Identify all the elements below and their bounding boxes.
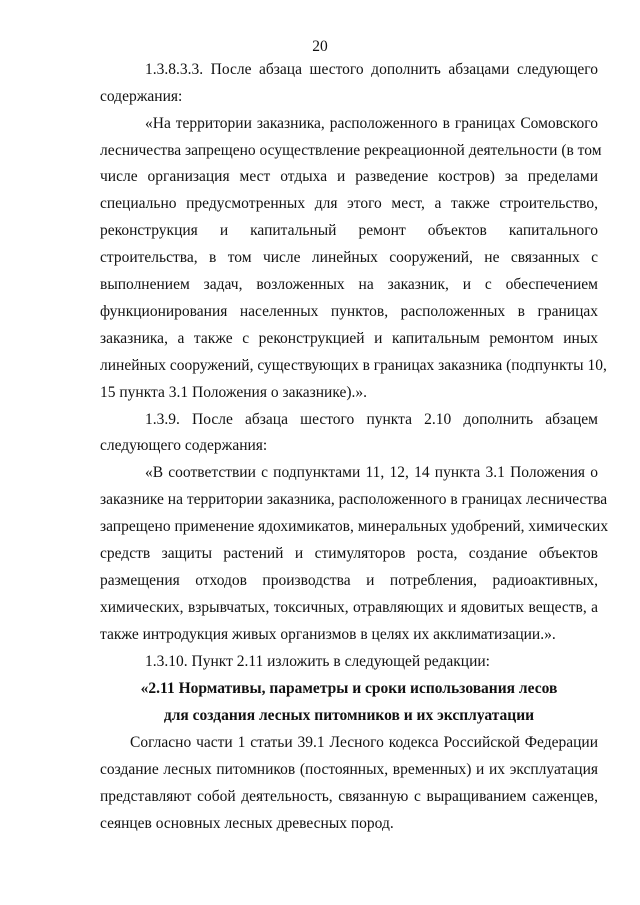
text-line: содержания: <box>100 88 183 105</box>
text-line: представляют собой деятельность, связанную с выращиванием саженцев, <box>100 788 598 805</box>
quote-line: специально предусмотренных для этого мест, а также строительство, <box>100 195 598 212</box>
text-line: 1.3.9. После абзаца шестого пункта 2.10 дополнить абзацем <box>145 411 598 428</box>
text-line: сеянцев основных лесных древесных пород. <box>100 815 394 832</box>
quote-line: также интродукция живых организмов в целях их акклиматизации.». <box>100 626 556 643</box>
quote-line: «На территории заказника, расположенного в границах Сомовского <box>145 115 598 132</box>
quote-line: выполнением задач, возложенных на заказник, и с обеспечением <box>100 276 598 293</box>
page-number: 20 <box>312 38 328 55</box>
quote-line: лесничества запрещено осуществление рекреационной деятельности (в том <box>100 142 602 159</box>
quote-line: реконструкция и капитальный ремонт объектов капитального <box>100 222 598 239</box>
quote-line: 15 пункта 3.1 Положения о заказнике).». <box>100 384 368 401</box>
section-heading-line: для создания лесных питомников и их эксплуатации <box>163 707 535 724</box>
quote-line: «В соответствии с подпунктами 11, 12, 14 пункта 3.1 Положения о <box>145 464 598 481</box>
text-line: 1.3.10. Пункт 2.11 изложить в следующей редакции: <box>145 653 490 670</box>
quote-line: размещения отходов производства и потребления, радиоактивных, <box>100 572 598 589</box>
quote-line: строительства, в том числе линейных сооружений, не связанных с <box>100 249 598 266</box>
text-line: создание лесных питомников (постоянных, временных) и их эксплуатация <box>100 761 598 778</box>
quote-line: заказнике на территории заказника, расположенного в границах лесничества <box>100 491 608 508</box>
quote-line: числе организация мест отдыха и разведение костров) за пределами <box>100 168 598 185</box>
section-heading-line: «2.11 Нормативы, параметры и сроки использования лесов <box>140 680 558 697</box>
quote-line: функционирования населенных пунктов, расположенных в границах <box>100 303 598 320</box>
quote-line: заказника, а также с реконструкцией и капитальным ремонтом иных <box>100 330 598 347</box>
text-line: 1.3.8.3.3. После абзаца шестого дополнить абзацами следующего <box>145 61 598 78</box>
quote-line: запрещено применение ядохимикатов, минеральных удобрений, химических <box>100 518 609 535</box>
quote-line: линейных сооружений, существующих в границах заказника (подпункты 10, <box>100 357 607 374</box>
quote-line: химических, взрывчатых, токсичных, отравляющих и ядовитых веществ, а <box>100 599 598 616</box>
quote-line: средств защиты растений и стимуляторов роста, создание объектов <box>100 545 598 562</box>
text-line: следующего содержания: <box>100 437 268 454</box>
text-line: Согласно части 1 статьи 39.1 Лесного кодекса Российской Федерации <box>130 734 598 751</box>
